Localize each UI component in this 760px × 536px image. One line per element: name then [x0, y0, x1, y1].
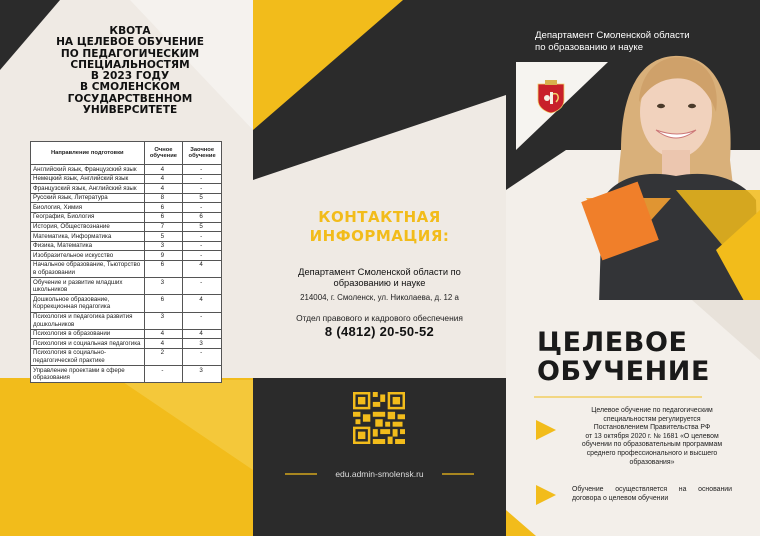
table-row	[31, 174, 222, 184]
part-time-cell: 4	[183, 260, 222, 277]
direction-cell: Психология в социально-педагогической практике	[31, 348, 145, 365]
table-row	[31, 312, 222, 329]
part-time-cell: -	[183, 203, 222, 213]
cover-title-line: ОБУЧЕНИЕ	[537, 356, 711, 387]
direction-cell: География, Биология	[31, 212, 145, 222]
direction-cell: Изобразительное искусство	[31, 251, 145, 261]
regulation-line: специальностям регулируется	[603, 415, 701, 423]
smolensk-coat-of-arms-icon	[536, 80, 566, 114]
direction-cell: Английский язык, Французский язык	[31, 165, 145, 175]
part-time-cell: -	[183, 232, 222, 242]
direction-cell: История, Обществознание	[31, 222, 145, 232]
regulation-line: образования»	[629, 458, 675, 466]
part-time-cell: -	[183, 184, 222, 194]
quota-title-line: СПЕЦИАЛЬНОСТЯМ	[70, 58, 190, 71]
full-time-cell: 3	[144, 278, 183, 295]
full-time-cell: 4	[144, 184, 183, 194]
header-part-time: Заочное обучение	[183, 142, 222, 165]
regulation-paragraph	[572, 407, 732, 467]
regulation-line: Постановлением Правительства РФ	[593, 424, 711, 432]
full-time-cell: 6	[144, 295, 183, 312]
full-time-cell: 6	[144, 203, 183, 213]
full-time-cell: 3	[144, 312, 183, 329]
direction-cell: Немецкий язык, Английский язык	[31, 174, 145, 184]
table-row	[31, 251, 222, 261]
table-row	[31, 329, 222, 339]
cover-department	[535, 30, 735, 53]
quota-title-line: В 2023 ГОДУ	[90, 70, 170, 83]
direction-cell: Физика, Математика	[31, 241, 145, 251]
table-row	[31, 222, 222, 232]
part-time-cell: 4	[183, 295, 222, 312]
quota-title-line: УНИВЕРСИТЕТЕ	[82, 104, 178, 117]
part-time-cell: 5	[183, 222, 222, 232]
cover-department-line: Департамент Смоленской области	[535, 30, 690, 41]
full-time-cell: 4	[144, 329, 183, 339]
full-time-cell: 7	[144, 222, 183, 232]
table-row	[31, 165, 222, 175]
quota-title-line: ПО ПЕДАГОГИЧЕСКИМ	[60, 47, 200, 60]
part-time-cell: 3	[183, 339, 222, 349]
cover-title-line: ЦЕЛЕВОЕ	[537, 327, 688, 358]
part-time-cell: -	[183, 165, 222, 175]
part-time-cell: -	[183, 174, 222, 184]
direction-cell: Русский язык, Литература	[31, 193, 145, 203]
table-row	[31, 232, 222, 242]
table-row	[31, 366, 222, 383]
quota-title	[30, 26, 230, 116]
quota-table-body	[31, 165, 222, 383]
contact-address: 214004, г. Смоленск, ул. Николаева, д. 12 а	[300, 293, 459, 302]
table-row	[31, 212, 222, 222]
direction-cell: Психология в образовании	[31, 329, 145, 339]
direction-cell: Математика, Информатика	[31, 232, 145, 242]
yellow-bottom-triangle	[506, 510, 536, 536]
direction-cell: Управление проектами в сфере образования	[31, 366, 145, 383]
table-row	[31, 339, 222, 349]
dark-edge-shape	[506, 150, 566, 190]
quota-title-line: ГОСУДАРСТВЕННОМ	[67, 92, 193, 105]
direction-cell: Психология и социальная педагогика	[31, 339, 145, 349]
direction-cell: Обучение и развитие младших школьников	[31, 278, 145, 295]
direction-cell: Французский язык, Английский язык	[31, 184, 145, 194]
table-row	[31, 260, 222, 277]
full-time-cell: 4	[144, 174, 183, 184]
table-header-row	[31, 142, 222, 165]
regulation-line: Целевое обучение по педагогическим	[591, 407, 713, 414]
header-full-time: Очное обучение	[144, 142, 183, 165]
full-time-cell: 6	[144, 212, 183, 222]
part-time-cell: 4	[183, 329, 222, 339]
part-time-cell: -	[183, 278, 222, 295]
bullet-arrow-icon	[536, 485, 556, 505]
part-time-cell: 5	[183, 193, 222, 203]
contact-title	[253, 208, 506, 246]
contact-title-line: КОНТАКТНАЯ	[318, 208, 441, 226]
direction-cell: Психология и педагогика развития дошкольников	[31, 312, 145, 329]
full-time-cell: 5	[144, 232, 183, 242]
header-direction: Направление подготовки	[31, 142, 145, 165]
full-time-cell: 8	[144, 193, 183, 203]
table-row	[31, 193, 222, 203]
quota-title-line: НА ЦЕЛЕВОЕ ОБУЧЕНИЕ	[56, 36, 204, 49]
contact-department-line: Департамент Смоленской области по	[298, 267, 461, 277]
full-time-cell: 9	[144, 251, 183, 261]
part-time-cell: -	[183, 312, 222, 329]
part-time-cell: 6	[183, 212, 222, 222]
site-link[interactable]: edu.admin-smolensk.ru	[335, 469, 424, 479]
contact-phone[interactable]: 8 (4812) 20-50-52	[324, 324, 435, 339]
quota-title-line: В СМОЛЕНСКОМ	[80, 81, 180, 94]
regulation-line: среднего профессионального и высшего	[586, 449, 718, 457]
quota-title-line: КВОТА	[109, 25, 151, 37]
contact-department-line: образованию и науке	[333, 278, 426, 288]
regulation-line: обучении по образовательным программам	[581, 441, 723, 449]
full-time-cell: -	[144, 366, 183, 383]
part-time-cell: -	[183, 251, 222, 261]
table-row	[31, 278, 222, 295]
contact-otdel: Отдел правового и кадрового обеспечения	[296, 313, 463, 323]
table-row	[31, 295, 222, 312]
full-time-cell: 4	[144, 339, 183, 349]
part-time-cell: 3	[183, 366, 222, 383]
cover-title	[537, 328, 710, 386]
qr-code-icon	[353, 392, 405, 444]
full-time-cell: 6	[144, 260, 183, 277]
contract-paragraph: Обучение осуществляется на основании договора о целевом обучении	[572, 486, 732, 502]
regulation-line: от 13 октября 2020 г. № 1681 «О целевом	[585, 432, 719, 440]
full-time-cell: 2	[144, 348, 183, 365]
table-row	[31, 184, 222, 194]
bullet-arrow-icon	[536, 420, 556, 440]
full-time-cell: 3	[144, 241, 183, 251]
part-time-cell: -	[183, 348, 222, 365]
cover-department-line: по образованию и науке	[535, 41, 644, 53]
direction-cell: Начальное образование, Тьюторство в образовании	[31, 260, 145, 277]
table-row	[31, 203, 222, 213]
direction-cell: Дошкольное образование, Коррекционная педагогика	[31, 295, 145, 312]
full-time-cell: 4	[144, 165, 183, 175]
direction-cell: Биология, Химия	[31, 203, 145, 213]
contact-department	[263, 267, 496, 289]
quota-table	[30, 141, 222, 383]
part-time-cell: -	[183, 241, 222, 251]
contact-title-line: ИНФОРМАЦИЯ:	[309, 227, 450, 245]
table-row	[31, 241, 222, 251]
table-row	[31, 348, 222, 365]
